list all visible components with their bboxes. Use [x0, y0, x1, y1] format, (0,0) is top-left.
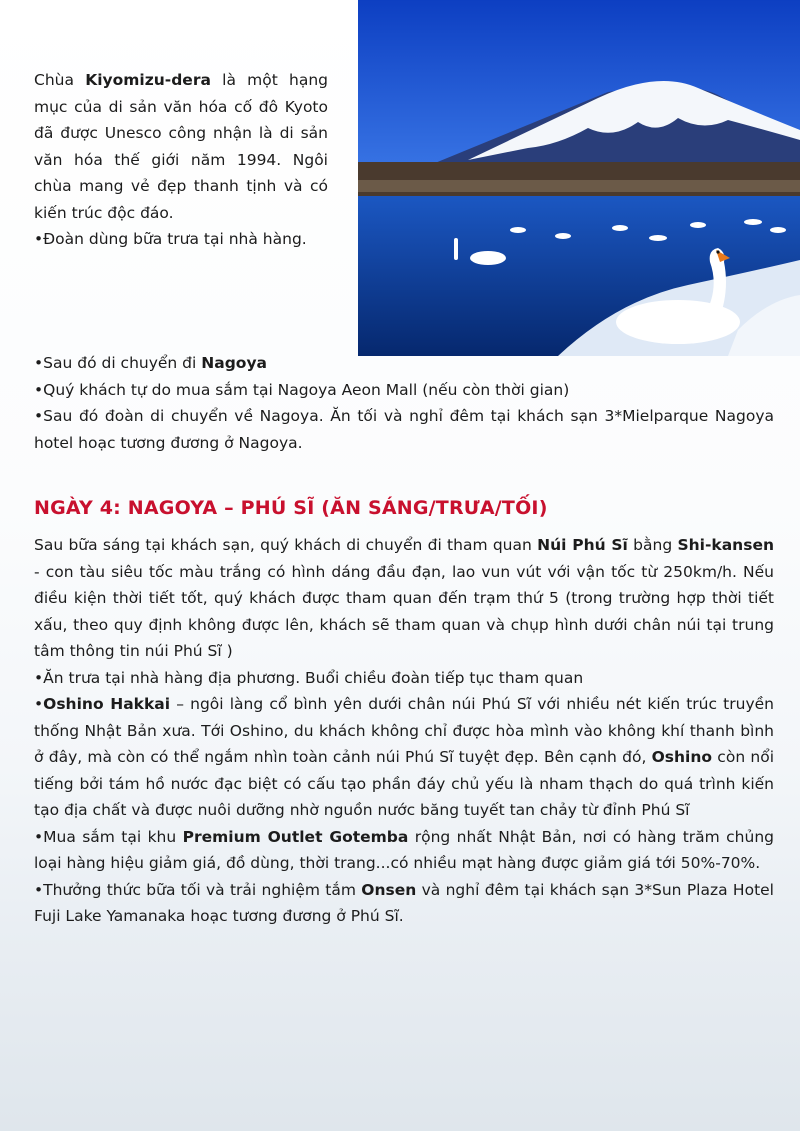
- day4-body: [34, 532, 774, 930]
- move-to-nagoya: •Sau đó di chuyển đi Nagoya: [34, 354, 268, 372]
- lunch-note: •Đoàn dùng bữa trưa tại nhà hàng.: [34, 230, 307, 248]
- day4-heading: NGÀY 4: NAGOYA – PHÚ SĨ (ĂN SÁNG/TRƯA/TỐI): [34, 497, 548, 519]
- lunch-local-restaurant: •Ăn trưa tại nhà hàng địa phương. Buổi chiều đoàn tiếp tục tham quan: [34, 668, 584, 687]
- fuji-shinkansen-paragraph: Sau bữa sáng tại khách sạn, quý khách di chuyển đi tham quan Núi Phú Sĩ bằng Shi-kansen - con tàu siêu tốc màu trắng có hình dáng đầu đạn, lao vun vút với vận tốc từ 250km/h. Nếu điều kiện thời tiết tốt, quý khách được tham quan đến trạm thứ 5 (trong trường hợp thời tiết xấu, theo quy định không được lên, khách sẽ tham quan và chụp hình dưới chân núi tại trung tâm thông tin núi Phú Sĩ ): [34, 536, 774, 660]
- intro-text: [34, 67, 328, 253]
- onsen-paragraph: •Thưởng thức bữa tối và trải nghiệm tắm Onsen và nghỉ đêm tại khách sạn 3*Sun Plaza Hotel Fuji Lake Yamanaka hoạc tương đương ở Phú Sĩ.: [34, 880, 774, 925]
- gotemba-outlet-paragraph: •Mua sắm tại khu Premium Outlet Gotemba rộng nhất Nhật Bản, nơi có hàng trăm chủng loại hàng hiệu giảm giá, đồ dùng, thời trang...có nhiều mạt hàng được giảm giá tới 50%-70%.: [34, 827, 774, 872]
- day3-continuation: [34, 350, 774, 456]
- oshino-hakkai-paragraph: •Oshino Hakkai – ngôi làng cổ bình yên dưới chân núi Phú Sĩ với nhiều nét kiến trúc truyền thống Nhật Bản xưa. Tới Oshino, du khách không chỉ được hòa mình vào không khí thanh bình ở đây, mà còn có thể ngắm nhìn toàn cảnh núi Phú Sĩ tuyệt đẹp. Bên cạnh đó, Oshino còn nổi tiếng bởi tám hồ nước đạc biệt có cấu tạo phần đáy chủ yếu là nham thạch do quá trình kiến tạo địa chất và được nuôi dưỡng nhờ nguồn nước băng tuyết tan chảy từ đỉnh Phú Sĩ: [34, 695, 774, 819]
- aeon-mall-shopping: •Quý khách tự do mua sắm tại Nagoya Aeon Mall (nếu còn thời gian): [34, 380, 570, 399]
- nagoya-hotel-note: •Sau đó đoàn di chuyển về Nagoya. Ăn tối và nghỉ đêm tại khách sạn 3*Mielparque Nagoya hotel hoạc tương đương ở Nagoya.: [34, 407, 774, 452]
- kiyomizu-dera-bold: Kiyomizu-dera: [85, 71, 211, 89]
- kiyomizu-paragraph: Chùa Kiyomizu-dera là một hạng mục của di sản văn hóa cố đô Kyoto đã được Unesco công nhận là di sản văn hóa thế giới năm 1994. Ngôi chùa mang vẻ đẹp thanh tịnh và có kiến trúc độc đáo.: [34, 71, 328, 222]
- mount-fuji-swans-photo: [358, 0, 800, 356]
